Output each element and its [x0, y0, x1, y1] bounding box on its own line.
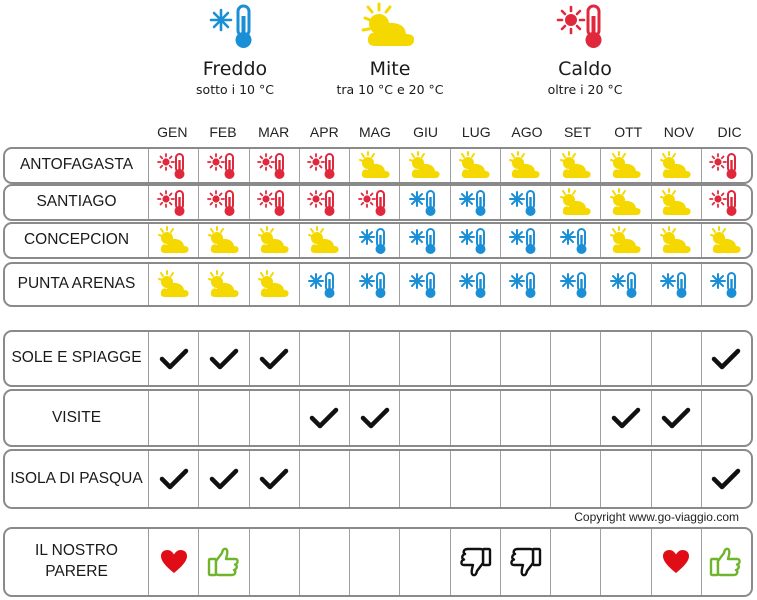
sun-thermometer-icon — [257, 151, 291, 181]
cell-mar — [250, 451, 300, 507]
sun-thermometer-icon — [157, 151, 191, 181]
activity_rows-row-label: SOLE E SPIAGGE — [5, 332, 149, 385]
thumbs-down-icon — [458, 546, 492, 578]
cell-set — [551, 264, 601, 305]
sun-cloud-icon — [406, 151, 444, 181]
month-apr: APR — [309, 124, 339, 140]
activity_rows-row — [3, 330, 753, 387]
cell-ago — [501, 186, 551, 219]
thumbs-down-icon — [508, 546, 542, 578]
legend-mild-title: Mite — [369, 58, 411, 80]
sun-cloud-icon — [155, 270, 193, 300]
cell-set — [551, 186, 601, 219]
climate_rows-row-label: ANTOFAGASTA — [5, 149, 149, 182]
cell-gen — [149, 264, 199, 305]
cell-apr — [300, 264, 350, 305]
checkmark-icon — [209, 467, 239, 491]
cell-ott — [601, 451, 651, 507]
cell-mar — [250, 529, 300, 595]
cell-mag — [350, 264, 400, 305]
cell-ott — [601, 332, 651, 385]
cell-nov — [652, 451, 702, 507]
sun-cloud-icon — [255, 226, 293, 256]
climate_rows-row — [3, 184, 753, 221]
cell-ott — [601, 264, 651, 305]
month-header — [147, 124, 755, 140]
cell-dic — [702, 451, 751, 507]
cell-ago — [501, 332, 551, 385]
cell-apr — [300, 332, 350, 385]
sun-thermometer-icon — [485, 2, 685, 52]
cell-dic — [702, 332, 751, 385]
cell-ott — [601, 186, 651, 219]
checkmark-icon — [159, 467, 189, 491]
cell-feb — [199, 186, 249, 219]
cell-set — [551, 391, 601, 445]
cell-gen — [149, 391, 199, 445]
cell-apr — [300, 149, 350, 182]
snowflake-thermometer-icon — [508, 226, 542, 256]
cell-apr — [300, 529, 350, 595]
cell-giu — [400, 186, 450, 219]
cell-nov — [652, 264, 702, 305]
sun-cloud-icon — [657, 226, 695, 256]
checkmark-icon — [259, 467, 289, 491]
cell-mar — [250, 149, 300, 182]
cell-mag — [350, 332, 400, 385]
sun-cloud-icon — [155, 226, 193, 256]
cell-dic — [702, 186, 751, 219]
cell-mar — [250, 264, 300, 305]
cell-mar — [250, 224, 300, 257]
heart-icon — [662, 549, 690, 575]
cell-lug — [451, 451, 501, 507]
sun-cloud-icon — [305, 226, 343, 256]
sun-thermometer-icon — [157, 188, 191, 218]
sun-cloud-icon — [205, 226, 243, 256]
legend-hot-title: Caldo — [558, 58, 612, 80]
sun-thermometer-icon — [207, 151, 241, 181]
cell-dic — [702, 391, 751, 445]
cell-nov — [652, 529, 702, 595]
cell-apr — [300, 391, 350, 445]
month-ott: OTT — [614, 124, 643, 140]
snowflake-thermometer-icon — [508, 270, 542, 300]
snowflake-thermometer-icon — [408, 226, 442, 256]
month-set: SET — [563, 124, 592, 140]
sun-cloud-icon — [290, 2, 490, 52]
cell-dic — [702, 529, 751, 595]
sun-cloud-icon — [557, 188, 595, 218]
cell-gen — [149, 186, 199, 219]
month-gen: GEN — [157, 124, 188, 140]
cell-lug — [451, 186, 501, 219]
thumbs-up-icon — [709, 546, 743, 578]
sun-thermometer-icon — [207, 188, 241, 218]
cell-gen — [149, 529, 199, 595]
sun-cloud-icon — [707, 226, 745, 256]
checkmark-icon — [711, 467, 741, 491]
cell-ago — [501, 224, 551, 257]
cell-feb — [199, 332, 249, 385]
cell-nov — [652, 332, 702, 385]
cell-feb — [199, 149, 249, 182]
cell-lug — [451, 529, 501, 595]
legend-hot — [485, 2, 685, 97]
snowflake-thermometer-icon — [508, 188, 542, 218]
cell-feb — [199, 224, 249, 257]
month-mar: MAR — [258, 124, 290, 140]
cell-set — [551, 529, 601, 595]
cell-giu — [400, 224, 450, 257]
snowflake-thermometer-icon — [609, 270, 643, 300]
cell-gen — [149, 149, 199, 182]
opinion_row-row-label: IL NOSTRO PARERE — [5, 529, 149, 595]
sun-cloud-icon — [607, 188, 645, 218]
snowflake-thermometer-icon — [408, 270, 442, 300]
activity_rows-row — [3, 449, 753, 509]
activity_rows-row-label: ISOLA DI PASQUA — [5, 451, 149, 507]
cell-nov — [652, 224, 702, 257]
climate_rows-row — [3, 222, 753, 259]
sun-thermometer-icon — [709, 188, 743, 218]
cell-ago — [501, 529, 551, 595]
cell-nov — [652, 149, 702, 182]
cell-mar — [250, 332, 300, 385]
checkmark-icon — [661, 406, 691, 430]
cell-lug — [451, 391, 501, 445]
sun-cloud-icon — [356, 151, 394, 181]
cell-apr — [300, 224, 350, 257]
opinion_row-row — [3, 527, 753, 597]
cell-feb — [199, 264, 249, 305]
snowflake-thermometer-icon — [458, 188, 492, 218]
cell-mag — [350, 149, 400, 182]
month-ago: AGO — [511, 124, 543, 140]
activity_rows-row-label: VISITE — [5, 391, 149, 445]
cell-mag — [350, 224, 400, 257]
cell-ago — [501, 451, 551, 507]
cell-mar — [250, 186, 300, 219]
cell-giu — [400, 332, 450, 385]
cell-ott — [601, 224, 651, 257]
cell-giu — [400, 264, 450, 305]
month-nov: NOV — [663, 124, 695, 140]
checkmark-icon — [259, 347, 289, 371]
copyright-text: Copyright www.go-viaggio.com — [574, 510, 739, 524]
snowflake-thermometer-icon — [709, 270, 743, 300]
cell-mar — [250, 391, 300, 445]
snowflake-thermometer-icon — [659, 270, 693, 300]
activity_rows-row — [3, 389, 753, 447]
cell-mag — [350, 529, 400, 595]
cell-dic — [702, 149, 751, 182]
checkmark-icon — [159, 347, 189, 371]
snowflake-thermometer-icon — [358, 226, 392, 256]
snowflake-thermometer-icon — [559, 226, 593, 256]
checkmark-icon — [611, 406, 641, 430]
climate_rows-row — [3, 147, 753, 184]
thumbs-up-icon — [207, 546, 241, 578]
cell-set — [551, 332, 601, 385]
cell-dic — [702, 264, 751, 305]
legend-hot-subtitle: oltre i 20 °C — [547, 82, 623, 97]
cell-lug — [451, 149, 501, 182]
snowflake-thermometer-icon — [307, 270, 341, 300]
legend-mild-subtitle: tra 10 °C e 20 °C — [336, 82, 444, 97]
cell-set — [551, 224, 601, 257]
cell-ago — [501, 264, 551, 305]
legend-mild — [290, 2, 490, 97]
cell-ago — [501, 149, 551, 182]
snowflake-thermometer-icon — [358, 270, 392, 300]
checkmark-icon — [711, 347, 741, 371]
cell-gen — [149, 332, 199, 385]
month-giu: GIU — [413, 124, 439, 140]
cell-gen — [149, 224, 199, 257]
cell-lug — [451, 224, 501, 257]
sun-cloud-icon — [205, 270, 243, 300]
checkmark-icon — [209, 347, 239, 371]
cell-feb — [199, 451, 249, 507]
month-feb: FEB — [209, 124, 237, 140]
sun-thermometer-icon — [709, 151, 743, 181]
cell-giu — [400, 391, 450, 445]
sun-cloud-icon — [657, 188, 695, 218]
cell-nov — [652, 391, 702, 445]
legend-cold-subtitle: sotto i 10 °C — [196, 82, 274, 97]
cell-giu — [400, 451, 450, 507]
cell-lug — [451, 332, 501, 385]
cell-mag — [350, 391, 400, 445]
sun-thermometer-icon — [358, 188, 392, 218]
legend-cold-title: Freddo — [202, 58, 268, 80]
cell-giu — [400, 149, 450, 182]
sun-cloud-icon — [657, 151, 695, 181]
checkmark-icon — [309, 406, 339, 430]
sun-cloud-icon — [506, 151, 544, 181]
climate_rows-row-label: SANTIAGO — [5, 186, 149, 219]
cell-apr — [300, 451, 350, 507]
sun-cloud-icon — [607, 226, 645, 256]
cell-ott — [601, 391, 651, 445]
month-dic: DIC — [717, 124, 742, 140]
cell-lug — [451, 264, 501, 305]
cell-ott — [601, 529, 651, 595]
cell-set — [551, 451, 601, 507]
month-lug: LUG — [461, 124, 491, 140]
cell-apr — [300, 186, 350, 219]
snowflake-thermometer-icon — [559, 270, 593, 300]
climate_rows-row-label: CONCEPCION — [5, 224, 149, 257]
cell-gen — [149, 451, 199, 507]
snowflake-thermometer-icon — [458, 226, 492, 256]
month-mag: MAG — [359, 124, 391, 140]
cell-feb — [199, 391, 249, 445]
snowflake-thermometer-icon — [458, 270, 492, 300]
cell-mag — [350, 451, 400, 507]
cell-giu — [400, 529, 450, 595]
cell-ago — [501, 391, 551, 445]
sun-thermometer-icon — [307, 188, 341, 218]
cell-set — [551, 149, 601, 182]
cell-feb — [199, 529, 249, 595]
climate_rows-row — [3, 262, 753, 307]
cell-mag — [350, 186, 400, 219]
sun-cloud-icon — [456, 151, 494, 181]
cell-nov — [652, 186, 702, 219]
checkmark-icon — [360, 406, 390, 430]
sun-cloud-icon — [557, 151, 595, 181]
cell-ott — [601, 149, 651, 182]
snowflake-thermometer-icon — [408, 188, 442, 218]
climate-legend — [0, 0, 757, 110]
climate_rows-row-label: PUNTA ARENAS — [5, 264, 149, 305]
sun-thermometer-icon — [307, 151, 341, 181]
sun-thermometer-icon — [257, 188, 291, 218]
sun-cloud-icon — [255, 270, 293, 300]
heart-icon — [160, 549, 188, 575]
sun-cloud-icon — [607, 151, 645, 181]
cell-dic — [702, 224, 751, 257]
